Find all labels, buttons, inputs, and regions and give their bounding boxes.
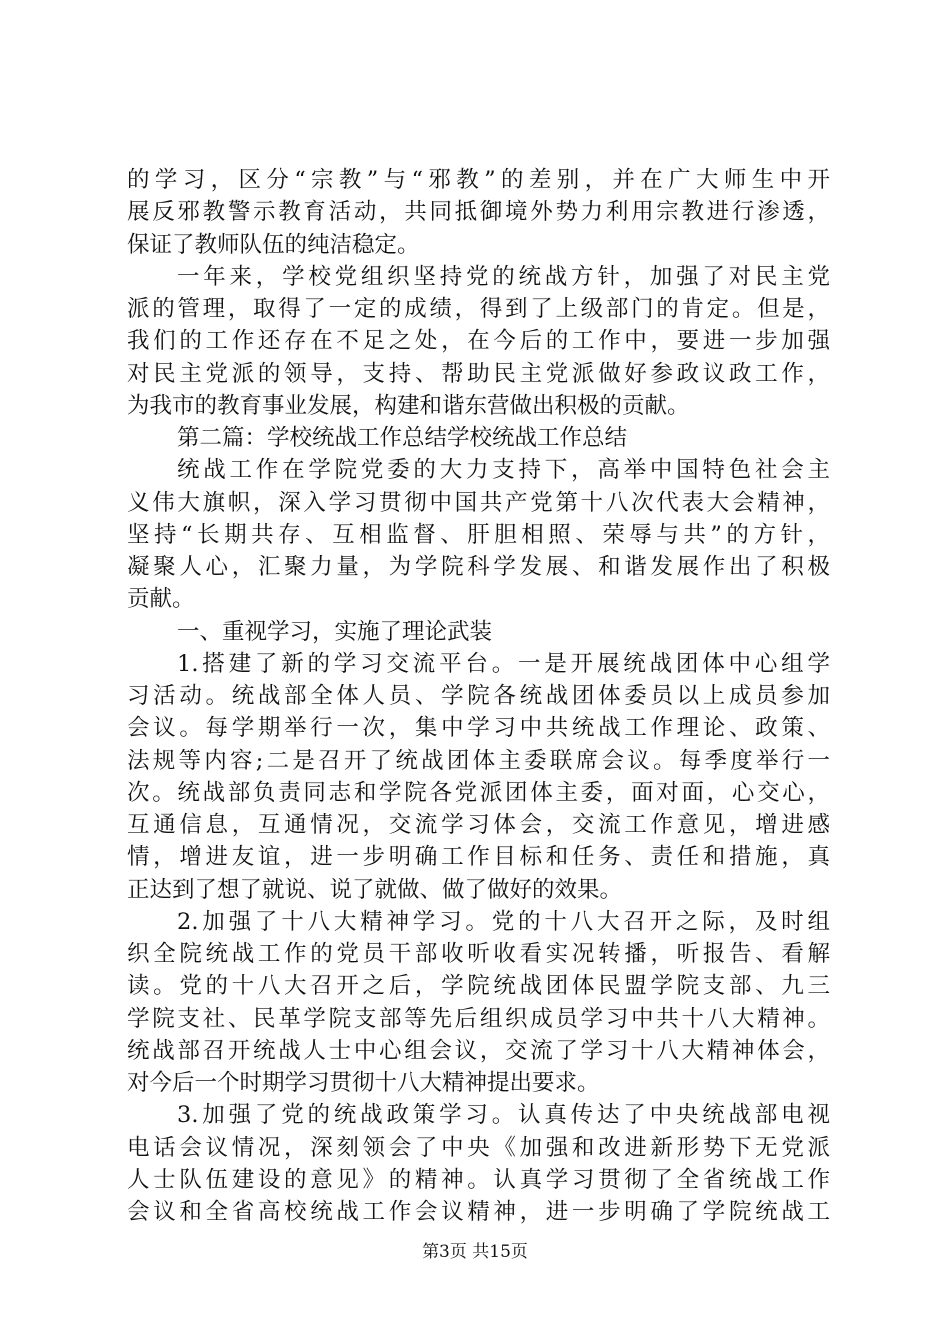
text-line: 对今后一个时期学习贯彻十八大精神提出要求。 <box>127 1070 600 1096</box>
text-line: 会议和全省高校统战工作会议精神，进一步明确了学院统战工 <box>127 1199 830 1225</box>
text-line: 法规等内容;二是召开了统战团体主委联席会议。每季度举行一 <box>127 747 830 774</box>
text-line: 义伟大旗帜，深入学习贯彻中国共产党第十八次代表大会精神， <box>127 489 830 516</box>
text-line: 人士队伍建设的意见》的精神。认真学习贯彻了全省统战工作 <box>127 1166 830 1193</box>
text-line: 正达到了想了就说、说了就做、做了做好的效果。 <box>127 876 623 903</box>
text-line: 次。统战部负责同志和学院各党派团体主委，面对面，心交心， <box>127 779 830 806</box>
text-line: 1.搭建了新的学习交流平台。一是开展统战团体中心组学 <box>177 650 830 677</box>
text-line: 学院支社、民革学院支部等先后组织成员学习中共十八大精神。 <box>127 1005 830 1032</box>
text-line: 一年来，学校党组织坚持党的统战方针，加强了对民主党 <box>177 263 830 290</box>
text-line: 的学习，区分“宗教”与“邪教”的差别，并在广大师生中开 <box>127 167 830 193</box>
text-line: 我们的工作还存在不足之处，在今后的工作中，要进一步加强 <box>127 328 830 355</box>
text-line: 统战工作在学院党委的大力支持下，高举中国特色社会主 <box>177 457 830 484</box>
text-line: 贡献。 <box>127 586 195 613</box>
text-line: 3.加强了党的统战政策学习。认真传达了中央统战部电视 <box>177 1102 830 1129</box>
text-line: 统战部召开统战人士中心组会议，交流了学习十八大精神体会， <box>127 1037 830 1064</box>
text-line: 为我市的教育事业发展，构建和谐东营做出积极的贡献。 <box>127 392 690 419</box>
text-line: 展反邪教警示教育活动，共同抵御境外势力利用宗教进行渗透， <box>127 199 830 226</box>
text-line: 凝聚人心，汇聚力量，为学院科学发展、和谐发展作出了积极 <box>127 554 830 580</box>
text-line: 会议。每学期举行一次，集中学习中共统战工作理论、政策、 <box>127 715 830 742</box>
text-line: 读。党的十八大召开之后，学院统战团体民盟学院支部、九三 <box>127 973 830 1000</box>
text-line: 习活动。统战部全体人员、学院各统战团体委员以上成员参加 <box>127 683 830 709</box>
text-line: 对民主党派的领导，支持、帮助民主党派做好参政议政工作， <box>127 360 830 387</box>
text-line: 第二篇：学校统战工作总结学校统战工作总结 <box>177 425 628 451</box>
text-line: 保证了教师队伍的纯洁稳定。 <box>127 231 420 258</box>
page-footer: 第3页 共15页 <box>422 1242 528 1262</box>
text-line: 电话会议情况，深刻领会了中央《加强和改进新形势下无党派 <box>127 1134 830 1161</box>
text-line: 派的管理，取得了一定的成绩，得到了上级部门的肯定。但是， <box>127 296 830 322</box>
text-line: 织全院统战工作的党员干部收听收看实况转播，听报告、看解 <box>127 941 830 967</box>
text-line: 情，增进友谊，进一步明确工作目标和任务、责任和措施，真 <box>127 844 830 871</box>
text-line: 一、重视学习，实施了理论武装 <box>177 618 493 645</box>
text-line: 互通信息，互通情况，交流学习体会，交流工作意见，增进感 <box>127 812 830 838</box>
document-body <box>127 164 830 1228</box>
text-line: 2.加强了十八大精神学习。党的十八大召开之际，及时组 <box>177 908 830 935</box>
text-line: 坚持“长期共存、互相监督、肝胆相照、荣辱与共”的方针， <box>127 521 830 548</box>
